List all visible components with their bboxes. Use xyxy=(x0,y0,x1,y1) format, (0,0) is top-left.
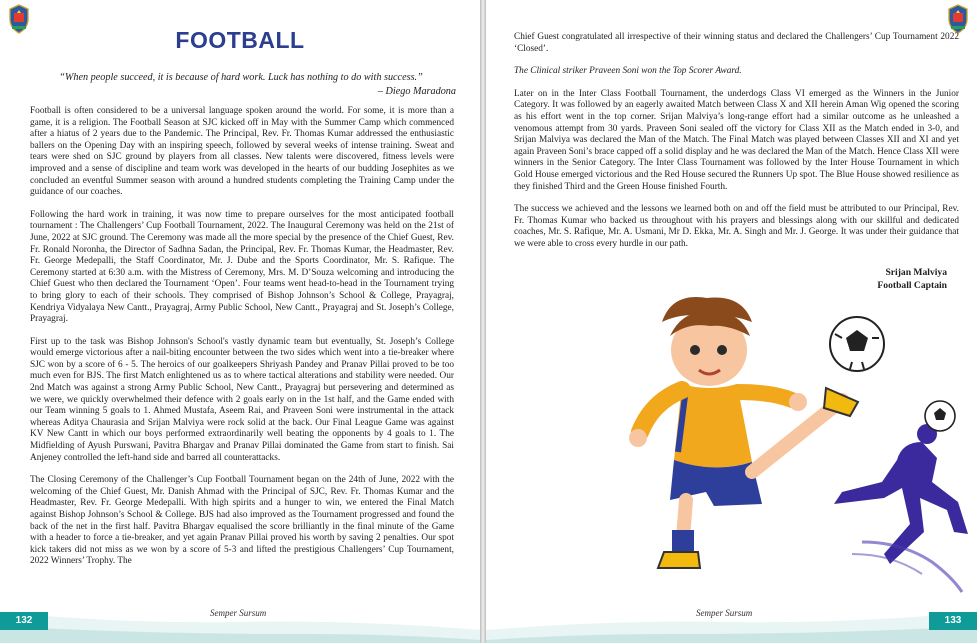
cartoon-player xyxy=(629,297,858,568)
signature-block xyxy=(877,266,947,292)
paragraph-closing-ceremony: The Closing Ceremony of the Challenger’s Cup Football Tournament began on the 24th of June, 2022 with the welcoming of the Chief Guest, Mr. Danish Ahmad with the Principal of SJC, Rev. Fr. Thomas Kumar and the Headmaster, Rev. Fr. George Medepalli. With high spirits and a hunger to win, we entered the Final Match against Bishop Johnson’s School & College. BJS had also improved as the Tournament progressed and found the back of the net in the first half. Pavitra Bhargav equalised the score brilliantly in the final minute of the Game with a header to force a tie-breaker, and yet again Pranav Pillai proved his worth by saving 2 penalties. Our spot kick takers did not miss as we won by a score of 5-3 and lifted the prestigious Challengers’ Cup Tournament, 2022 Winners’ Trophy. The xyxy=(30,475,454,567)
paragraph-league-matches: First up to the task was Bishop Johnson's School's vastly dynamic team but eventually, St. Joseph’s College would emerge victorious after a nail-biting encounter between the two sides which went into a tie-breaker where SJC won by a score of 6 - 5. The heroics of our goalkeepers Shriyash Pandey and Pranav Pillai proved to be too much even for BJS. The first Match enlightened us as to where tactical alterations and stability were needed. Our 2nd Match was against a strong Army Public School, New Cantt., Prayagraj but persevering and determined as we were, we quickly overwhelmed their defence with 2 goals early on in the 1st half, and the Game ended with our Team winning 5 goals to 1. Ahmed Mustafa, Aseem Rai, and Praveen Soni were instrumental in the attack whereas Aditya Chaurasia and Srijan Malviya were rock solid at the back. Our Final League Game was against KV New Cantt in which our boys performed extraordinarily well beating the opponents by 4 goals to 1. The Midfielding of Ayush Purswani, Pavitra Bhargav and Pranav Pillai dominated the Game from start to finish. Sai Anjeney controlled the left-hand side and barred all counterattacks. xyxy=(30,336,454,463)
page-number: 132 xyxy=(0,612,48,630)
paragraph-summer-camp: Football is often considered to be a universal language spoken around the world. For some, it is more than a game, it is a religion. The Football Season at SJC kicked off in May with the Summer Camp which commenced after a hiatus of 2 years due to the Pandemic. The Principal, Rev. Fr. Thomas Kumar addressed the enthusiastic ballers on the Opening Day with an inspiring speech, followed by several weeks of intense training. Sweat and tears were shed on SJC ground by players from all classes. New talents were discovered, fitness levels were improved and a sense of discipline and team work was developed in the hearts of our budding Josephites as we concluded an eventful Summer season with around a hundred students completing the Training Camp under the guidance of our coaches. xyxy=(30,106,454,198)
right-page xyxy=(486,0,977,643)
opening-quote: “When people succeed, it is because of hard work. Luck has nothing to do with success.” xyxy=(59,72,423,83)
football-player-illustration xyxy=(602,292,977,612)
signature-name: Srijan Malviya xyxy=(885,267,947,278)
article-title: FOOTBALL xyxy=(175,27,305,53)
right-article-body xyxy=(514,32,959,262)
left-article-body xyxy=(30,106,454,579)
signature-role: Football Captain xyxy=(877,280,947,291)
left-page xyxy=(0,0,480,643)
football-icon xyxy=(925,401,955,431)
top-scorer-award: The Clinical striker Praveen Soni won the Top Scorer Award. xyxy=(514,66,742,77)
quote-author: – Diego Maradona xyxy=(377,86,456,97)
page-number: 133 xyxy=(929,612,977,630)
footer-wave xyxy=(486,600,977,643)
silhouette-player xyxy=(834,424,968,592)
paragraph-inter-class: Later on in the Inter Class Football Tournament, the underdogs Class VI emerged as the Winners in the Junior Category. It was followed by an eagerly awaited Match between Class X and XII herein Aman Wig opened the scoring as his effort went in the top corner. Srijan Malviya’s long-range effort had a similar outcome as he unleashed a venomous attempt from 30 yards. Praveen Soni sealed off the victory for Class XII as the Match ended in 3-0, and Srijan Malviya was declared the Man of the Match. The Final Match was played between Classes XII and XI and yet again Praveen Soni’s brace capped off a solid display and he was declared the Man of the Match. Hence Class XII were winners in the Senior Category. The Inter Class Tournament was followed by the Inter House Tournament in which Gold House emerged victorious and the Red House secured the Runners Up spot. The Blue House showed resilience as they finished Third and the Green House finished Fourth. xyxy=(514,88,959,192)
school-crest-icon xyxy=(947,4,969,34)
paragraph-acknowledgement: The success we achieved and the lessons we learned both on and off the field must be attributed to our Principal, Rev. Fr. Thomas Kumar who backed us throughout with his prayers and blessings along with our skillful and dedicated coaches, Mr. S. Rafique, Mr. A. Usmani, Mr D. Ekka, Mr. A. Singh and Mr. J. George. It was under their guidance that we were able to cross every hurdle in our path. xyxy=(514,204,959,249)
paragraph-closing-declaration: Chief Guest congratulated all irrespective of their winning status and declared the Challengers’ Cup Tournament 2022 ‘Closed’. xyxy=(514,32,959,54)
paragraph-inaugural-ceremony: Following the hard work in training, it was now time to prepare ourselves for the most anticipated football tournament : The Challengers’ Cup Football Tournament, 2022. The Inaugural Ceremony was held on the 21st of June, 2022 at SJC ground. The Ceremony was made all the more special by the presence of the Chief Guest, Rev. Fr. Ronald Noronha, the Director of Sadhna Sadan, the Principal, Rev. Fr. Thomas Kumar, the Headmaster, Rev. Fr. George Medepalli, the Staff Coordinator, Mr. J. Dube and the Sports Coordinator, Mr. S. Rafique. The Ceremony started at 6:30 a.m. with the Mistress of Ceremony, Mrs. M. D’Souza welcoming and introducing the Chief Guest who then declared the Tournament ‘Open’. Four teams went head-to-head in the Tournament trying to bring glory to each of their schools. They comprised of Bishop Johnson’s School & College, Prayagraj, Kendriya Vidyalaya New Cantt., Prayagraj, Army Public School, New Cantt., Prayagraj and St. Joseph’s College, Prayagraj. xyxy=(30,209,454,325)
football-icon xyxy=(830,317,884,371)
footer-wave xyxy=(0,600,480,643)
footer-motto: Semper Sursum xyxy=(696,608,753,618)
footer-motto: Semper Sursum xyxy=(210,608,267,618)
